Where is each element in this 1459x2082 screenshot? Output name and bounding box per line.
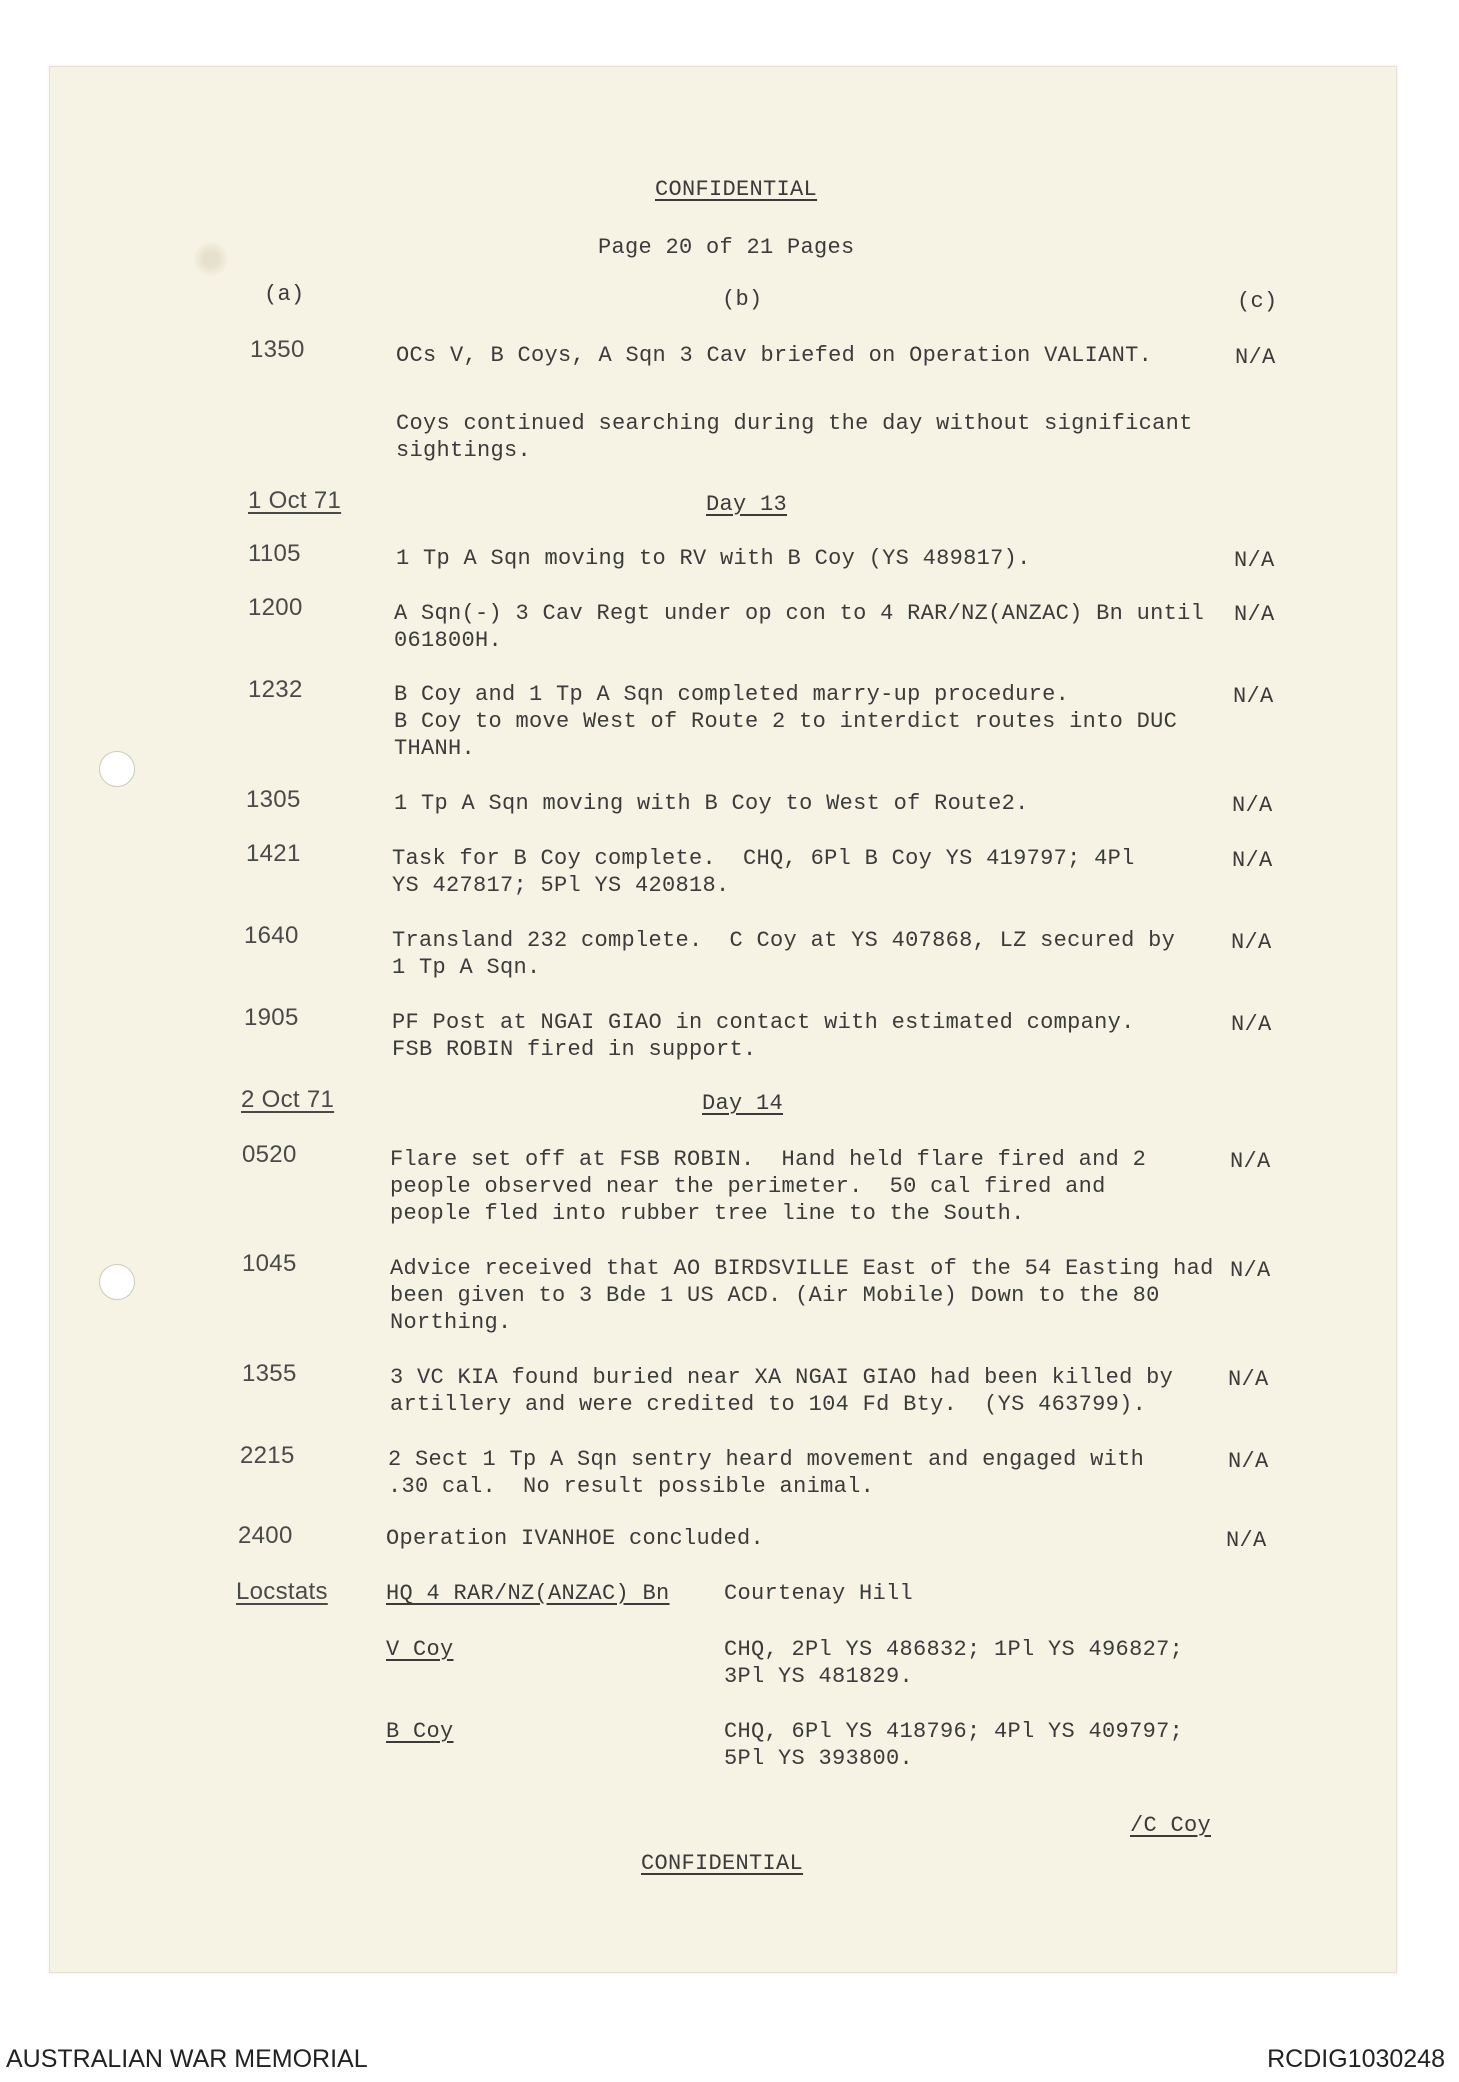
entry-time: 1905 — [244, 1004, 299, 1031]
locstats-location: Courtenay Hill — [724, 1581, 914, 1606]
day-heading: Day 14 — [702, 1091, 784, 1116]
entry-ref: N/A — [1231, 1012, 1272, 1037]
locstats-unit: HQ 4 RAR/NZ(ANZAC) Bn — [386, 1581, 670, 1606]
entry-text: PF Post at NGAI GIAO in contact with estimated company. FSB ROBIN fired in support. — [392, 1010, 1135, 1062]
entry-text: 2 Sect 1 Tp A Sqn sentry heard movement and engaged with .30 cal. No result possible animal. — [388, 1447, 1145, 1499]
entry-ref: N/A — [1228, 1449, 1269, 1474]
entry-time: 1045 — [242, 1250, 297, 1277]
entry-text: OCs V, B Coys, A Sqn 3 Cav briefed on Operation VALIANT. — [396, 343, 1153, 368]
column-c-header: (c) — [1237, 289, 1278, 314]
entry-time: 1305 — [246, 786, 301, 813]
entry-text: Transland 232 complete. C Coy at YS 407868, LZ secured by 1 Tp A Sqn. — [392, 928, 1176, 980]
entry-text: Coys continued searching during the day without significant sightings. — [396, 411, 1193, 463]
entry-text: A Sqn(-) 3 Cav Regt under op con to 4 RAR/NZ(ANZAC) Bn until 061800H. — [394, 601, 1205, 653]
entry-text: 1 Tp A Sqn moving to RV with B Coy (YS 489817). — [396, 546, 1031, 571]
entry-text: 1 Tp A Sqn moving with B Coy to West of Route2. — [394, 791, 1029, 816]
entry-time: 1640 — [244, 922, 299, 949]
entry-time: 1421 — [246, 840, 301, 867]
locstats-unit: V Coy — [386, 1637, 454, 1662]
entry-ref: N/A — [1230, 1258, 1271, 1283]
entry-ref: N/A — [1234, 548, 1275, 573]
paper-stain — [194, 242, 228, 276]
entry-ref: N/A — [1232, 793, 1273, 818]
entry-text: Flare set off at FSB ROBIN. Hand held flare fired and 2 people observed near the perimeter. 50 cal fired and people fled into rubber tree line to the South. — [390, 1147, 1147, 1226]
entry-text: Task for B Coy complete. CHQ, 6Pl B Coy YS 419797; 4Pl YS 427817; 5Pl YS 420818. — [392, 846, 1135, 898]
entry-time: 2400 — [238, 1522, 293, 1549]
page-number: Page 20 of 21 Pages — [598, 235, 855, 260]
column-b-header: (b) — [722, 287, 763, 312]
entry-ref: N/A — [1230, 1149, 1271, 1174]
entry-text: Advice received that AO BIRDSVILLE East of the 54 Easting had been given to 3 Bde 1 US ACD. (Air Mobile) Down to the 80 Northing. — [390, 1256, 1214, 1335]
entry-time: 2215 — [240, 1442, 295, 1469]
entry-time: 0520 — [242, 1141, 297, 1168]
entry-ref: N/A — [1226, 1528, 1267, 1553]
column-a-header: (a) — [264, 282, 305, 307]
entry-time: 1350 — [250, 336, 305, 363]
classification-top: CONFIDENTIAL — [655, 177, 818, 202]
locstats-unit: B Coy — [386, 1719, 454, 1744]
date-heading: 2 Oct 71 — [241, 1086, 335, 1113]
entry-time: 1105 — [248, 540, 301, 567]
entry-ref: N/A — [1235, 345, 1276, 370]
entry-time: 1355 — [242, 1360, 297, 1387]
date-heading: 1 Oct 71 — [248, 487, 342, 514]
continuation-marker: /C Coy — [1130, 1813, 1212, 1838]
entry-text: B Coy and 1 Tp A Sqn completed marry-up procedure. B Coy to move West of Route 2 to interdict routes into DUC THANH. — [394, 682, 1178, 761]
archive-footer-left: AUSTRALIAN WAR MEMORIAL — [6, 2045, 368, 2073]
locstats-location: CHQ, 2Pl YS 486832; 1Pl YS 496827; 3Pl YS 481829. — [724, 1637, 1184, 1689]
entry-ref: N/A — [1231, 930, 1272, 955]
entry-ref: N/A — [1232, 848, 1273, 873]
archive-footer-right: RCDIG1030248 — [1267, 2045, 1445, 2073]
entry-ref: N/A — [1234, 602, 1275, 627]
entry-ref: N/A — [1233, 684, 1274, 709]
entry-time: 1200 — [248, 594, 303, 621]
day-heading: Day 13 — [706, 492, 788, 517]
punch-hole-top — [99, 751, 135, 787]
punch-hole-bottom — [99, 1264, 135, 1300]
classification-bottom: CONFIDENTIAL — [641, 1851, 804, 1876]
entry-time: 1232 — [248, 676, 303, 703]
locstats-label: Locstats — [236, 1578, 328, 1605]
entry-ref: N/A — [1228, 1367, 1269, 1392]
entry-text: 3 VC KIA found buried near XA NGAI GIAO had been killed by artillery and were credited to 104 Fd Bty. (YS 463799). — [390, 1365, 1174, 1417]
locstats-location: CHQ, 6Pl YS 418796; 4Pl YS 409797; 5Pl YS 393800. — [724, 1719, 1184, 1771]
entry-text: Operation IVANHOE concluded. — [386, 1526, 765, 1551]
